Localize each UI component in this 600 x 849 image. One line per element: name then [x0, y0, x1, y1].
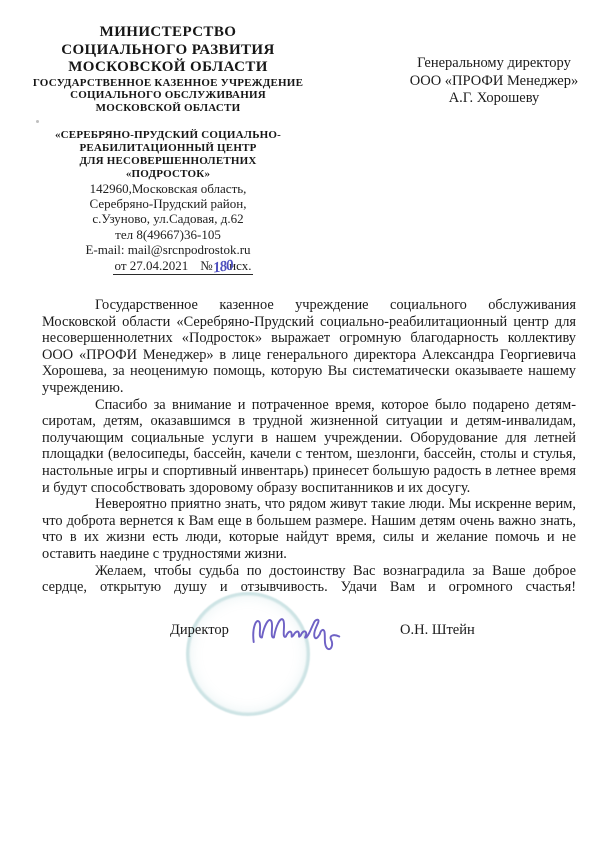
org-title-line: МОСКОВСКОЙ ОБЛАСТИ: [68, 59, 268, 75]
org-name-line: ДЛЯ НЕСОВЕРШЕННОЛЕТНИХ: [79, 154, 257, 167]
outgoing-number-line: [52, 257, 314, 277]
org-name-line: «ПОДРОСТОК»: [125, 167, 211, 180]
org-name-line: «СЕРЕБРЯНО-ПРУДСКИЙ СОЦИАЛЬНО-: [54, 128, 282, 141]
org-subtitle-line: ГОСУДАРСТВЕННОЕ КАЗЕННОЕ УЧРЕЖДЕНИЕ: [32, 76, 304, 89]
signature-role-label: Директор: [170, 622, 229, 638]
org-subtitle-line: МОСКОВСКОЙ ОБЛАСТИ: [95, 101, 241, 114]
contacts-block: [22, 181, 314, 277]
outgoing-underlined: [113, 258, 254, 275]
body-paragraph: Невероятно приятно знать, что рядом живут такие люди. Мы искренне верим, что доброта вернется к Вам еще в большем размере. Нашим детям очень важно знать, что в их жизни есть люди, которые найдут время, силы и желание помочь и не оставить наедине с трудностями жизни.: [42, 496, 576, 562]
number-sign: №: [200, 258, 213, 274]
outgoing-suffix: исх.: [229, 258, 252, 274]
address-line: Серебряно-Прудский район,: [89, 196, 247, 212]
org-subtitle-line: СОЦИАЛЬНОГО ОБСЛУЖИВАНИЯ: [70, 89, 266, 102]
recipient-block: [398, 55, 590, 108]
recipient-line: А.Г. Хорошеву: [448, 90, 540, 106]
signature-name: О.Н. Штейн: [400, 622, 475, 638]
letter-body: [42, 297, 576, 596]
director-signature-ink: [250, 606, 342, 656]
recipient-line: ООО «ПРОФИ Менеджер»: [409, 72, 579, 89]
phone-line: тел 8(49667)36-105: [115, 226, 221, 242]
body-paragraph: Государственное казенное учреждение социального обслуживания Московской области «Серебряно-Прудский социально-реабилитационный центр для несовершеннолетних «Подросток» выражает огромную благодарность коллективу ООО «ПРОФИ Менеджер» в лице генерального директора Александра Георгиевича Хорошева, за неоценимую помощь, которую Вы систематически оказываете нашему учреждению.: [42, 297, 576, 396]
address-line: с.Узуново, ул.Садовая, д.62: [92, 211, 244, 227]
letterhead-org-block: [22, 24, 314, 181]
org-name-line: РЕАБИЛИТАЦИОННЫЙ ЦЕНТР: [79, 141, 257, 154]
org-center-name: [22, 129, 314, 181]
org-title-line: МИНИСТЕРСТВО: [99, 24, 237, 40]
recipient-line: Генеральному директору: [417, 55, 571, 71]
address-line: 142960,Московская область,: [89, 181, 247, 196]
org-title-line: СОЦИАЛЬНОГО РАЗВИТИЯ: [61, 41, 275, 58]
body-paragraph: Спасибо за внимание и потраченное время, которое было подарено детям-сиротам, детям, оказавшимся в трудной жизненной ситуации и детям-инвалидам, получающим социальные услуги в нашем учреждении. Оборудование для летней площадки (велосипеды, бассейн, качели с тентом, шезлонги, бассейн, столы и стулья, настольные игры и спортивный инвентарь) принесет большую радость в летнее время и будут способствовать здоровому образу воспитанников и их досугу.: [42, 396, 576, 496]
outgoing-date: от 27.04.2021: [114, 258, 189, 274]
handwritten-outgoing-number: 180: [211, 257, 234, 277]
email-line: E-mail: mail@srcnpodrostok.ru: [85, 241, 251, 257]
scan-speck: [36, 120, 39, 123]
body-paragraph: Желаем, чтобы судьба по достоинству Вас вознаградила за Ваше доброе сердце, открытую душу и отзывчивость. Удачи Вам и огромного счастья!: [42, 562, 576, 596]
